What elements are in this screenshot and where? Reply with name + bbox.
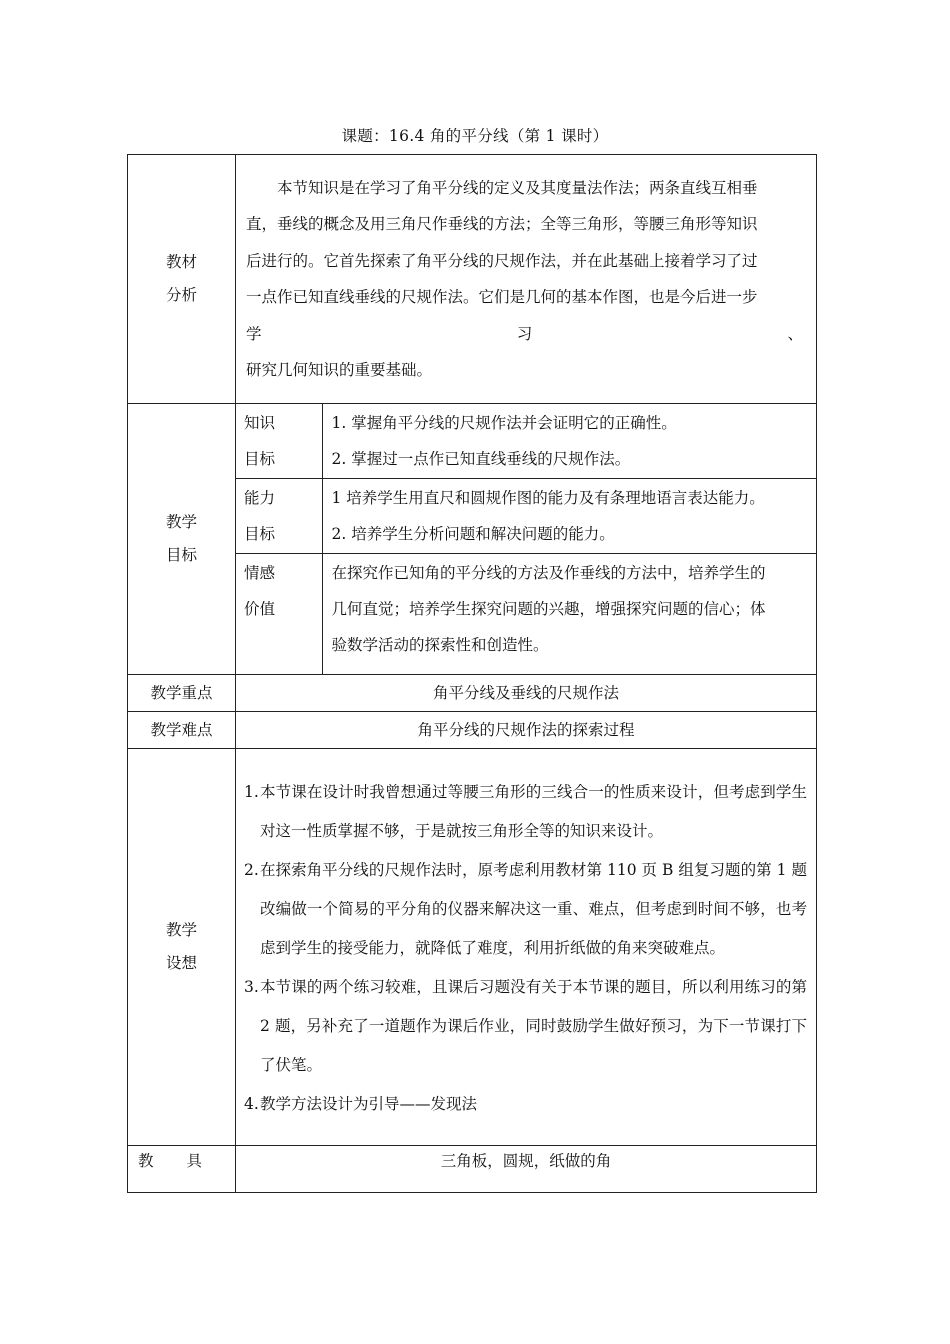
tools-text: 三角板，圆规，纸做的角 xyxy=(236,1146,817,1193)
emotion-goal-label: 情感 价值 xyxy=(236,554,322,675)
goals-subtable-cell xyxy=(236,404,817,675)
list-item: 1. 本节课在设计时我曾想通过等腰三角形的三线合一的性质来设计，但考虑到学生对这一性质掌握不够，于是就按三角形全等的知识来设计。 xyxy=(244,782,807,840)
goals-label: 教学 目标 xyxy=(128,404,236,675)
design-label: 教学 设想 xyxy=(128,749,236,1146)
analysis-row xyxy=(128,155,817,404)
list-item: 3. 本节课的两个练习较难，且课后习题没有关于本节课的题目，所以利用练习的第 2 题，另补充了一道题作为课后作业，同时鼓励学生做好预习，为下一节课打下了伏笔。 xyxy=(244,977,807,1074)
ability-goal-text: 1 培养学生用直尺和圆规作图的能力及有条理地语言表达能力。 2. 培养学生分析问题和解决问题的能力。 xyxy=(322,479,816,554)
design-list xyxy=(236,749,817,1146)
key-point-row xyxy=(128,675,817,712)
key-point-text: 角平分线及垂线的尺规作法 xyxy=(236,675,817,712)
design-row xyxy=(128,749,817,1146)
tools-label: 教 具 xyxy=(128,1146,236,1193)
knowledge-goal-row xyxy=(236,404,816,479)
key-point-label: 教学重点 xyxy=(128,675,236,712)
emotion-goal-text: 在探究作已知角的平分线的方法及作垂线的方法中，培养学生的 几何直觉；培养学生探究问题的兴趣，增强探究问题的信心；体 验数学活动的探索性和创造性。 xyxy=(331,564,766,654)
tools-row xyxy=(128,1146,817,1193)
ability-goal-row xyxy=(236,479,816,554)
ability-goal-label: 能力 目标 xyxy=(236,479,322,554)
difficulty-row xyxy=(128,712,817,749)
analysis-label: 教材 分析 xyxy=(128,155,236,404)
analysis-text: 本节知识是在学习了角平分线的定义及其度量法作法；两条直线互相垂 直，垂线的概念及用三角尺作垂线的方法；全等三角形，等腰三角形等知识 后进行的。它首先探索了角平分线的尺规作法，并在此基础上接着学习了过 一点作已知直线垂线的尺规作法。它们是几何的基本作图，也是今后进一步 学 习 、 研究几何知识的重要基础。 xyxy=(236,155,817,404)
knowledge-goal-text: 1. 掌握角平分线的尺规作法并会证明它的正确性。 2. 掌握过一点作已知直线垂线的尺规作法。 xyxy=(322,404,816,479)
goals-subtable xyxy=(236,404,816,674)
emotion-goal-row xyxy=(236,554,816,675)
difficulty-label: 教学难点 xyxy=(128,712,236,749)
difficulty-text: 角平分线的尺规作法的探索过程 xyxy=(236,712,817,749)
goals-row xyxy=(128,404,817,675)
list-item: 2. 在探索角平分线的尺规作法时，原考虑利用教材第 110 页 B 组复习题的第 1 题改编做一个简易的平分角的仪器来解决这一重、难点，但考虑到时间不够，也考虑到学生的接受能力，就降低了难度，利用折纸做的角来突破难点。 xyxy=(244,860,807,957)
list-item: 4. 教学方法设计为引导——发现法 xyxy=(244,1094,478,1113)
knowledge-goal-label: 知识 目标 xyxy=(236,404,322,479)
lesson-title: 课题：16.4 角的平分线（第 1 课时） xyxy=(341,127,609,145)
lesson-plan-table xyxy=(127,154,817,1193)
